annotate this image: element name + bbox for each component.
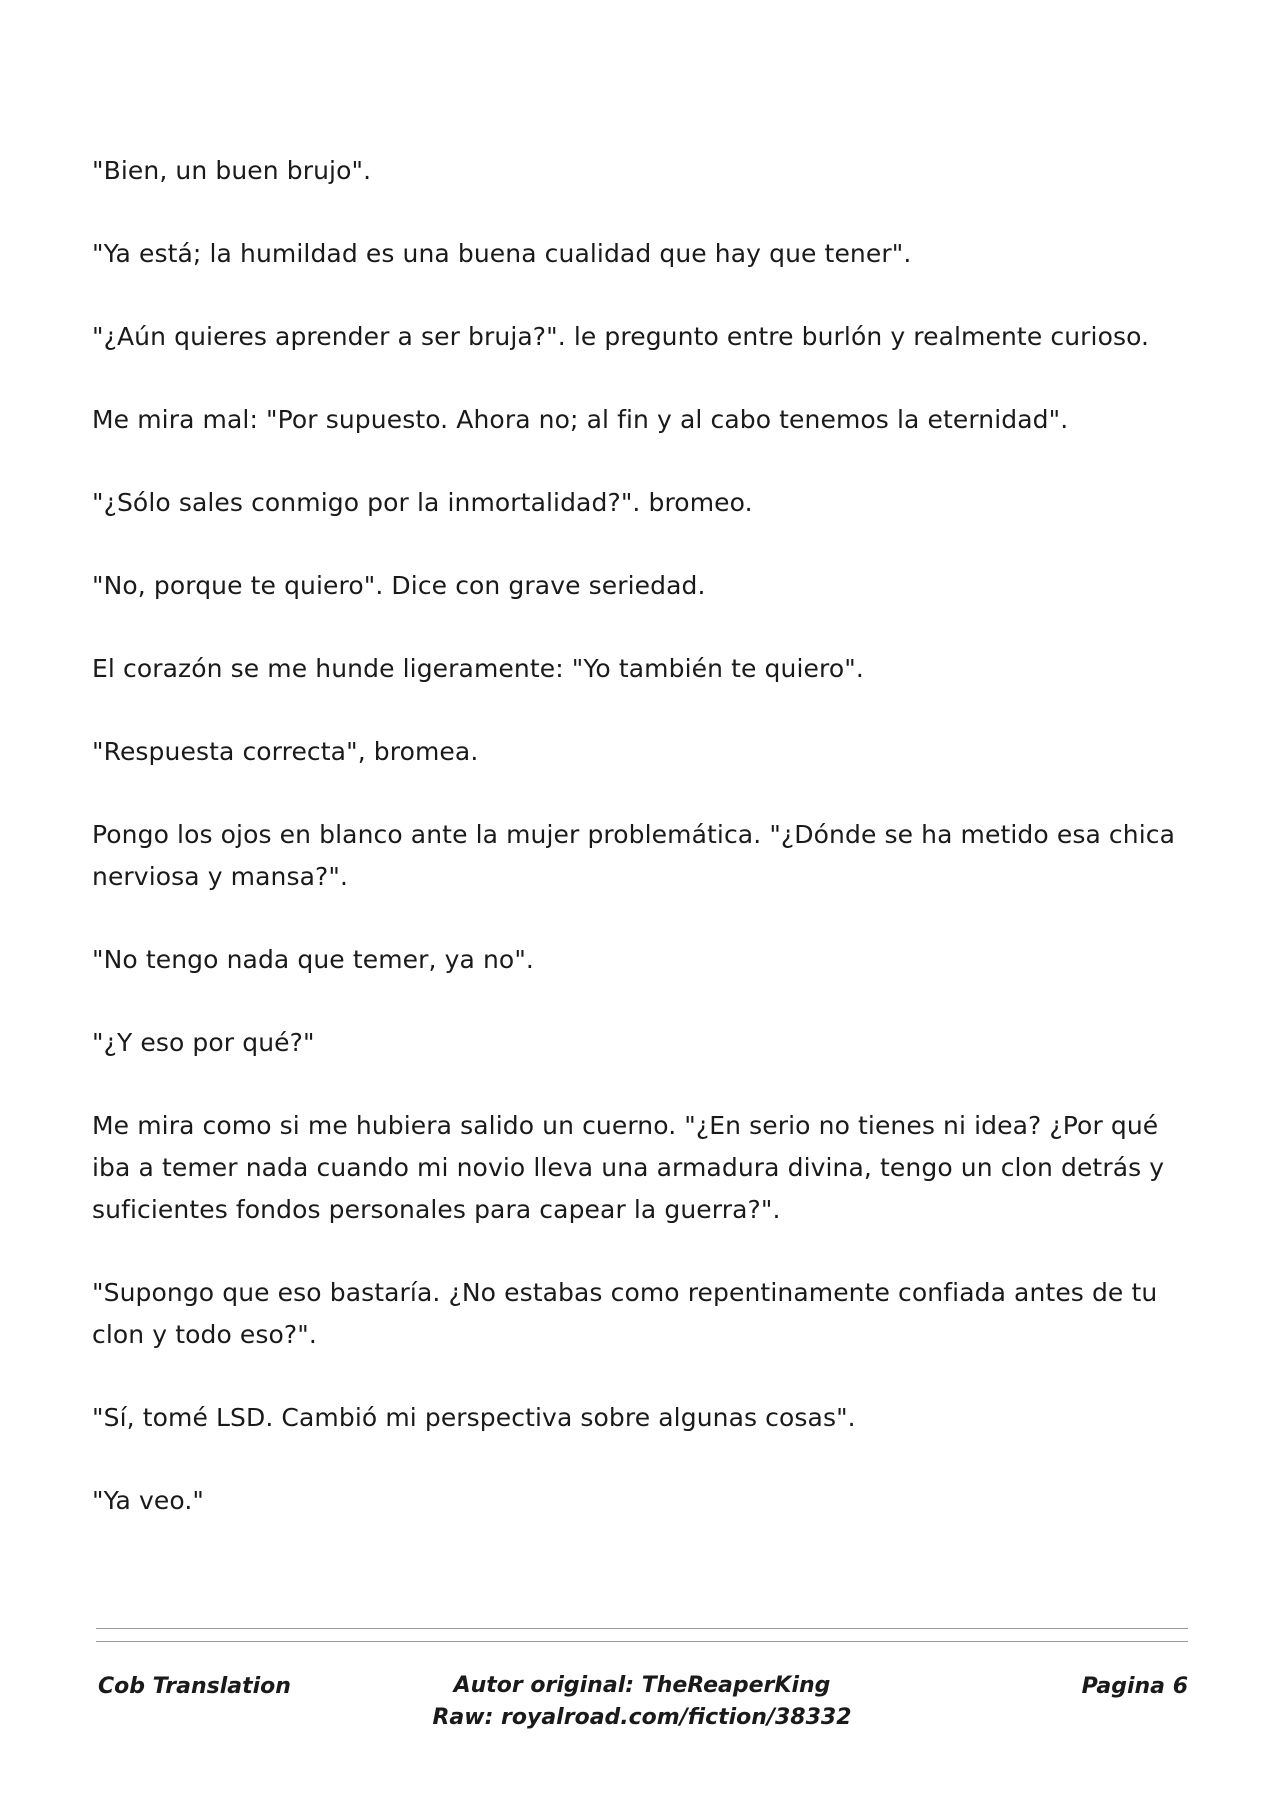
paragraph: Me mira como si me hubiera salido un cuerno. "¿En serio no tienes ni idea? ¿Por qué iba a temer nada cuando mi novio lleva una armadura divina, tengo un clon detrás y suficientes fondos personales para capear la guerra?".	[92, 1111, 1165, 1224]
footer-author: Autor original: TheReaperKing	[453, 1673, 831, 1698]
footer-page-number: Pagina 6	[1081, 1674, 1188, 1699]
paragraph: El corazón se me hunde ligeramente: "Yo también te quiero".	[92, 654, 864, 683]
paragraph: "Bien, un buen brujo".	[92, 156, 372, 185]
footer-translator: Cob Translation	[98, 1674, 291, 1699]
paragraph: Pongo los ojos en blanco ante la mujer problemática. "¿Dónde se ha metido esa chica nerviosa y mansa?".	[92, 820, 1176, 891]
paragraph: "¿Y eso por qué?"	[92, 1028, 315, 1057]
paragraph: "¿Sólo sales conmigo por la inmortalidad?". bromeo.	[92, 488, 753, 517]
page-footer	[96, 1670, 1188, 1740]
paragraph: "Supongo que eso bastaría. ¿No estabas como repentinamente confiada antes de tu clon y todo eso?".	[92, 1278, 1158, 1349]
footer-raw-source: Raw: royalroad.com/fiction/38332	[432, 1705, 852, 1730]
paragraph: "Ya está; la humildad es una buena cualidad que hay que tener".	[92, 239, 912, 268]
footer-credits	[96, 1670, 1188, 1734]
paragraph: "Respuesta correcta", bromea.	[92, 737, 479, 766]
footer-divider	[96, 1628, 1188, 1629]
paragraph: "Ya veo."	[92, 1486, 204, 1515]
paragraph: "No, porque te quiero". Dice con grave seriedad.	[92, 571, 706, 600]
footer-divider	[96, 1641, 1188, 1642]
paragraph: "Sí, tomé LSD. Cambió mi perspectiva sobre algunas cosas".	[92, 1403, 856, 1432]
paragraph: "¿Aún quieres aprender a ser bruja?". le pregunto entre burlón y realmente curioso.	[92, 322, 1150, 351]
paragraph: Me mira mal: "Por supuesto. Ahora no; al fin y al cabo tenemos la eternidad".	[92, 405, 1069, 434]
body-text	[92, 150, 1182, 1563]
paragraph: "No tengo nada que temer, ya no".	[92, 945, 534, 974]
